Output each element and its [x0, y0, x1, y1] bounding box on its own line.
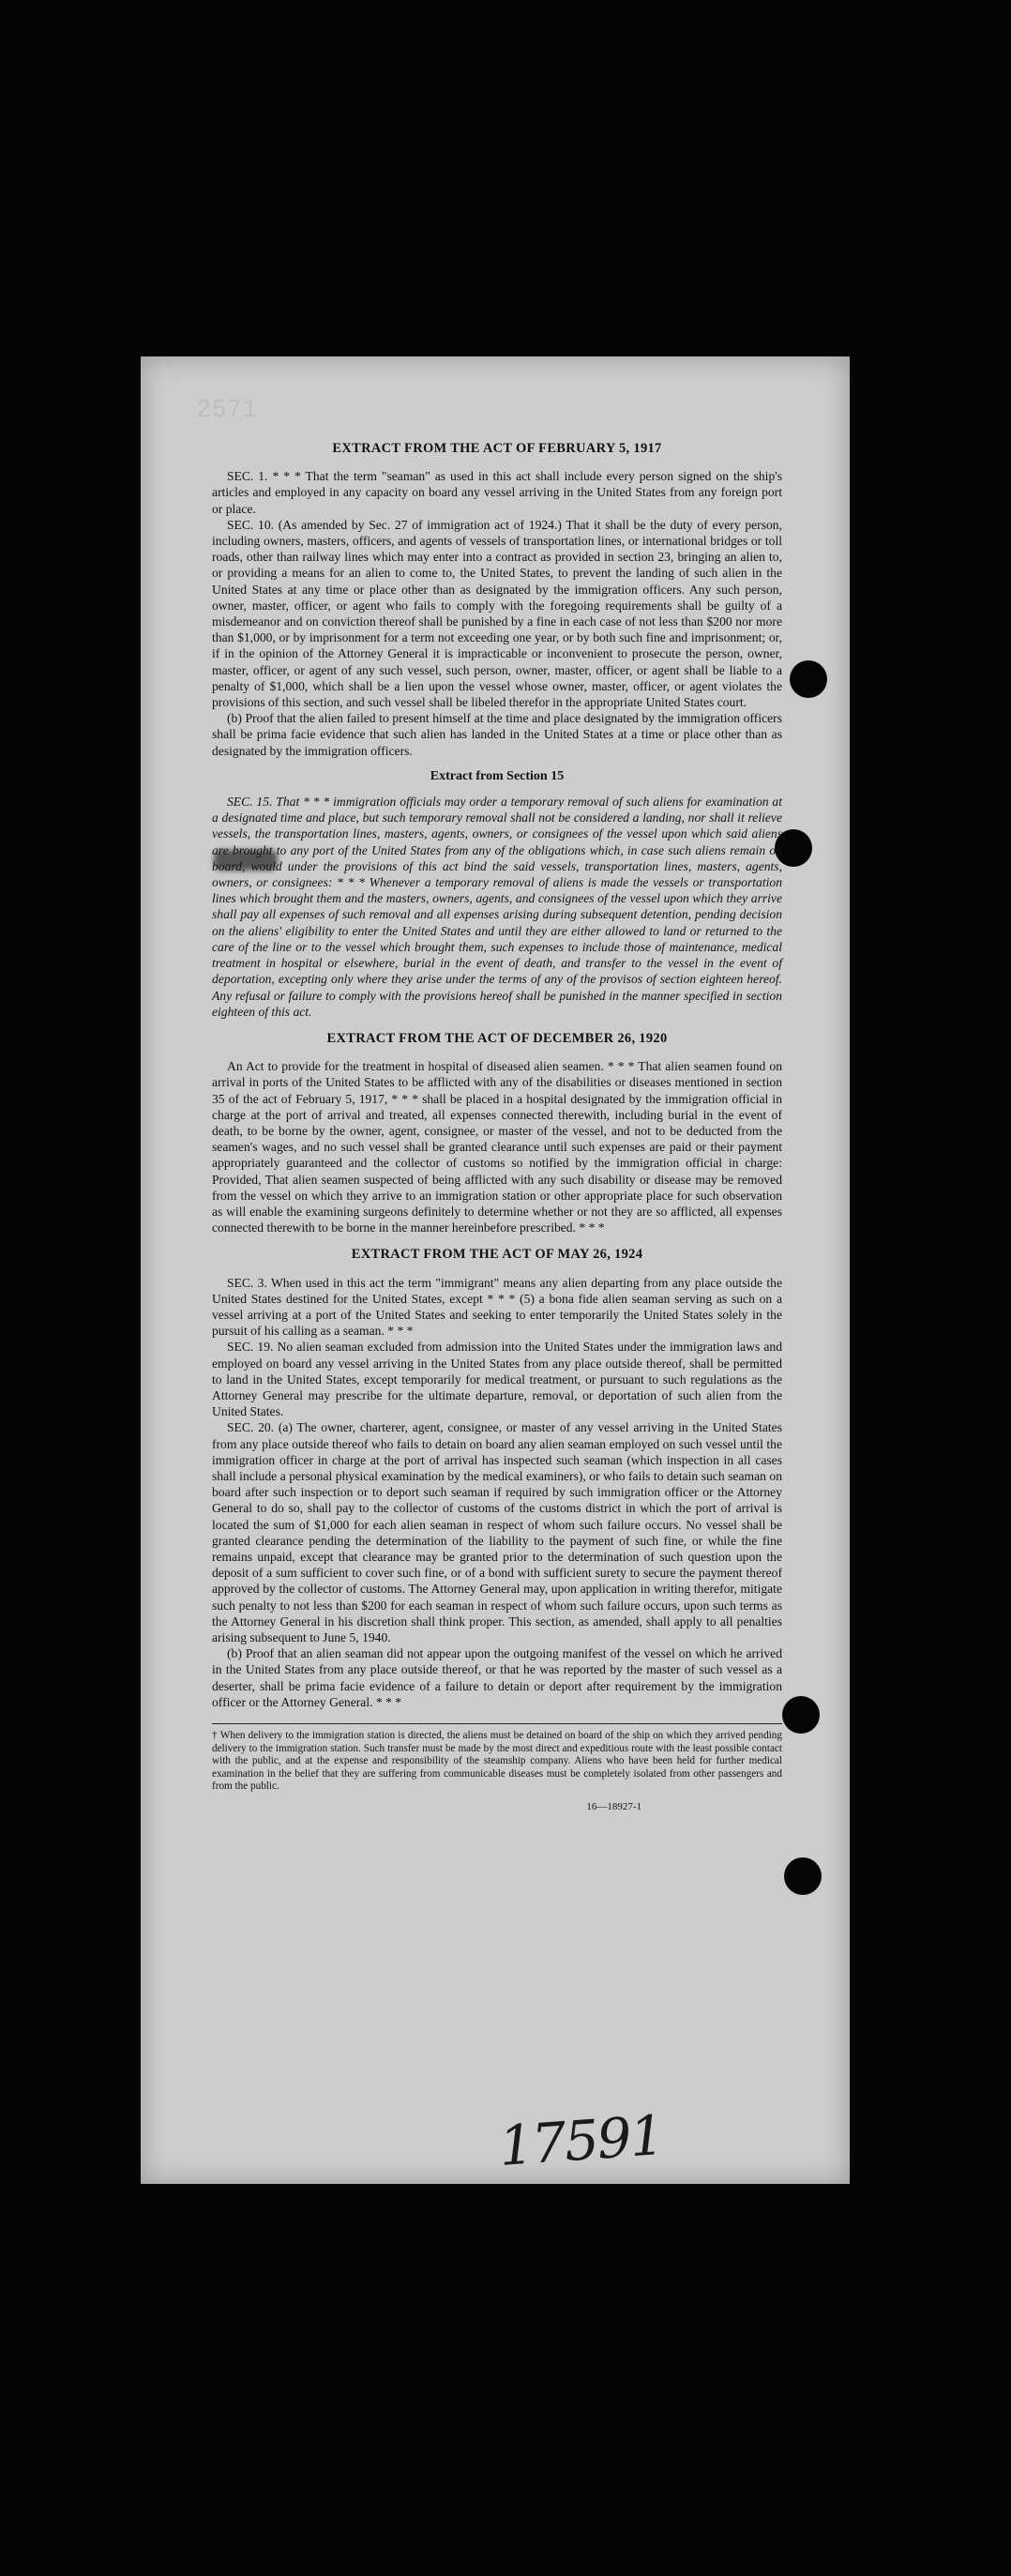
punch-hole [782, 1696, 820, 1734]
heading-act-1924: EXTRACT FROM THE ACT OF MAY 26, 1924 [351, 1247, 643, 1263]
heading-act-1920: EXTRACT FROM THE ACT OF DECEMBER 26, 1920 [326, 1030, 668, 1046]
act-1920-paragraph: An Act to provide for the treatment in hospital of diseased alien seamen. * * * That alien seamen found on arrival in ports of the United States to be afflicted with any of the disabilities or diseases mentioned in section 35 of the act of February 5, 1917, * * * shall be placed in a hospital designated by the immigration official in charge at the port of arrival and treated, all expenses connected therewith, including burial in the event of death, to be borne by the owner, agent, consignee, or master of the vessel, and not to be deducted from the seamen's wages, and no such vessel shall be granted clearance until such expenses are paid or their payment appropriately guaranteed and the collector of customs so notified by the immigration official in charge: Provided, That alien seamen suspected of being afflicted with any such disability or disease may be removed from the vessel on which they arrive to an immigration station or other appropriate place for such observation as will enable the examining surgeons definitely to determine whether or not they are so afflicted, all expenses connected therewith to be borne in the manner hereinbefore prescribed. * * * [212, 1059, 782, 1235]
section-15-paragraph: SEC. 15. That * * * immigration officials may order a temporary removal of such aliens for examination at a designated time and place, but such temporary removal shall not be considered a landing, nor shall it relieve vessels, the transportation lines, masters, agents, owners, or consignees of the vessel upon which said aliens are brought to any port of the United States from any of the obligations which, in case such aliens remain on board, would under the provisions of this act bind the said vessels, transportation lines, masters, agents, owners, or consignees: * * * Whenever a temporary removal of aliens is made the vessels or transportation lines which brought them and the masters, owners, agents, and consignees of the vessel upon which they arrive shall pay all expenses of such removal and all expenses arising during subsequent detention, pending decision on the aliens' eligibility to enter the United States and until they are either allowed to land or returned to the care of the line or to the vessel which brought them, such expenses to include those of maintenance, medical treatment in hospital or elsewhere, burial in the event of death, and transfer to the vessel in the event of deportation, excepting only where they arise under the terms of any of the provisos of section eighteen hereof. Any refusal or failure to comply with the provisions hereof shall be punished in the manner specified in section eighteen of this act. [212, 795, 782, 1019]
document-body [212, 441, 782, 1815]
section-19-paragraph: SEC. 19. No alien seaman excluded from admission into the United States under the immigration laws and employed on board any vessel arriving in the United States from any place outside thereof, shall be permitted to land in the United States, except temporarily for medical treatment, or pursuant to such regulations as the Attorney General may prescribe for the ultimate departure, removal, or deportation of such alien from the United States. [212, 1340, 782, 1419]
document-page [141, 356, 850, 2184]
handwritten-number: 17591 [496, 2102, 665, 2179]
punch-hole [790, 660, 827, 698]
form-number: 16—18927-1 [586, 1801, 641, 1812]
section-10-paragraph: SEC. 10. (As amended by Sec. 27 of immigration act of 1924.) That it shall be the duty of every person, including owners, masters, officers, and agents of vessels of transportation lines, or international bridges or toll roads, other than railway lines which may enter into a contract as provided in section 23, bringing an alien to, or providing a means for an alien to come to, the United States, to prevent the landing of such alien in the United States at any time or place other than as designated by the immigration officers. Any such person, owner, master, officer, or agent who fails to comply with the foregoing requirements shall be guilty of a misdemeanor and on conviction thereof shall be punished by a fine in each case of not less than $200 nor more than $1,000, or by imprisonment for a term not exceeding one year, or by both such fine and imprisonment; or, if in the opinion of the Attorney General it is impracticable or inconvenient to prosecute the person, owner, master, officer, or agent of any such vessel, such person, owner, master, officer, or agent shall be liable to a penalty of $1,000, which shall be a lien upon the vessel whose owner, master, officer, or agent violates the provisions of this section, and such vessel shall be libeled therefor in the appropriate United States court. [212, 517, 782, 710]
section-10b-paragraph: (b) Proof that the alien failed to present himself at the time and place designated by the immigration officers shall be prima facie evidence that such alien has landed in the United States at a time or place other than as designated by the immigration officers. [212, 711, 782, 758]
heading-act-1917: EXTRACT FROM THE ACT OF FEBRUARY 5, 1917 [332, 441, 662, 456]
section-3-paragraph: SEC. 3. When used in this act the term "immigrant" means any alien departing from any place outside the United States destined for the United States, except * * * (5) a bona fide alien seaman serving as such on a vessel arriving at a port of the United States and seeking to enter temporarily the United States solely in the pursuit of his calling as a seaman. * * * [212, 1275, 782, 1339]
section-20a-paragraph: SEC. 20. (a) The owner, charterer, agent, consignee, or master of any vessel arriving in the United States from any place outside thereof who fails to detain on board any alien seaman employed on such vessel until the immigration officer in charge at the port of arrival has inspected such seaman (which inspection in all cases shall include a personal physical examination by the medical examiners), or who fails to detain such seaman on board after such inspection or to deport such seaman if required by such immigration officer or the Attorney General to do so, shall pay to the collector of customs of the customs district in which the port of arrival is located the sum of $1,000 for each alien seaman in respect of whom such failure occurs. No vessel shall be granted clearance pending the determination of the liability to the payment of such fine, or while the fine remains unpaid, except that clearance may be granted prior to the determination of such question upon the deposit of a sum sufficient to cover such fine, or of a bond with sufficient surety to secure the payment thereof approved by the collector of customs. The Attorney General may, upon application in writing therefor, mitigate such penalty to not less than $200 for each seaman in respect of whom such failure occurs, upon such terms as the Attorney General in his discretion shall think proper. This section, as amended, shall apply to all penalties arising subsequent to June 5, 1940. [212, 1420, 782, 1645]
heading-section-15: Extract from Section 15 [430, 768, 565, 783]
faint-stamp: 2571 [197, 394, 259, 422]
section-20b-paragraph: (b) Proof that an alien seaman did not appear upon the outgoing manifest of the vessel on which he arrived in the United States from any place outside thereof, or that he was reported by the master of such vessel as a deserter, shall be prima facie evidence of a failure to detain or deport after requirement by the immigration officer or the Attorney General. * * * [212, 1646, 782, 1709]
footnote: † When delivery to the immigration station is directed, the aliens must be detained on board of the ship on which they arrived pending delivery to the immigration station. Such transfer must be made by the most direct and expeditious route with the least possible contact with the public, and at the expense and responsibility of the steamship company. Aliens who have been held for further medical examination in the belief that they are suffering from communicable diseases must be completely isolated from other passengers and from the public. [212, 1723, 782, 1794]
section-1-paragraph: SEC. 1. * * * That the term "seaman" as used in this act shall include every person signed on the ship's articles and employed in any capacity on board any vessel arriving in the United States from any foreign port or place. [212, 469, 782, 516]
punch-hole [784, 1857, 822, 1895]
